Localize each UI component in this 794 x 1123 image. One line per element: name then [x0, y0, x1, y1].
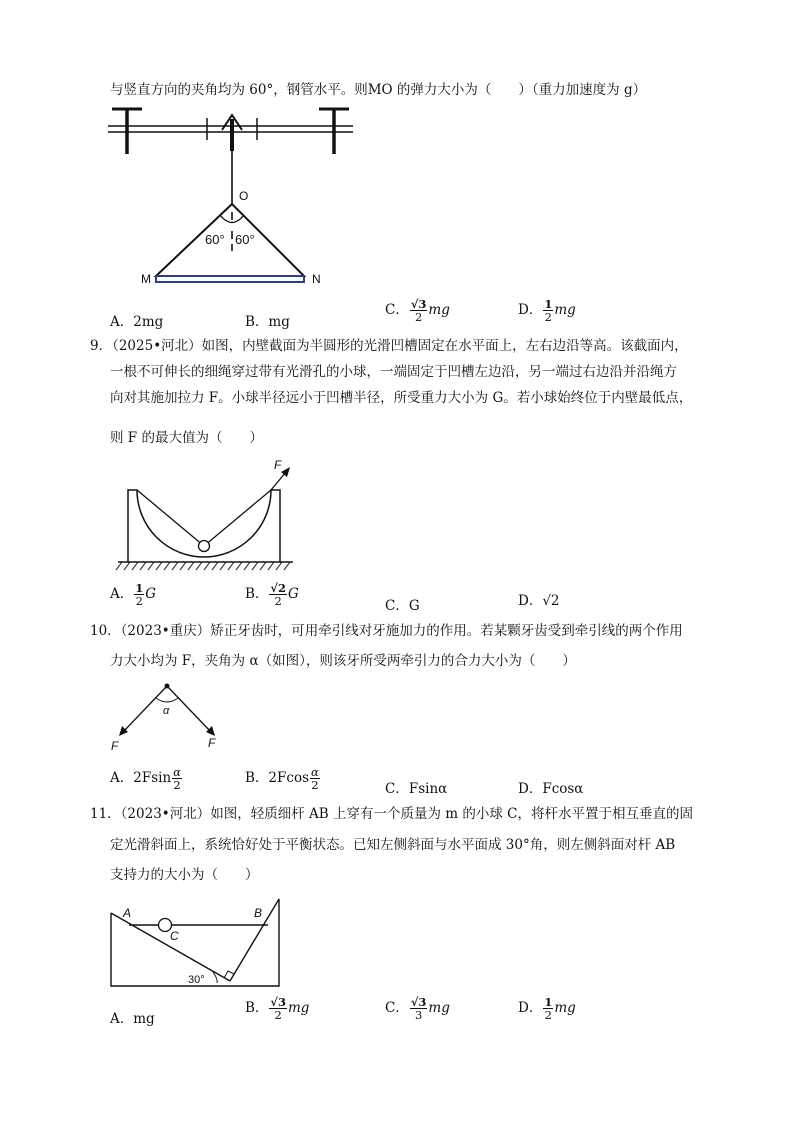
- label-f-right: F: [208, 736, 216, 750]
- q11-option-a[interactable]: A．mg: [110, 1011, 155, 1027]
- force-left: [123, 686, 167, 732]
- q11-option-d[interactable]: D． $\frac{1}{2}$ mg: [518, 995, 576, 1022]
- q9-stem-line-3: 向对其施加拉力 F。小球半径远小于凹槽半径，所受重力大小为 G。若小球始终位于内壁最低点，: [110, 390, 693, 406]
- rope-right: [204, 490, 271, 546]
- label-angle-right: 60°: [235, 232, 255, 247]
- q11-stem-line-1: 11．（2023•河北）如图，轻质细杆 AB 上穿有一个质量为 m 的小球 C，将杆水平置于相互垂直的固: [90, 806, 694, 822]
- label-n: N: [312, 272, 321, 286]
- rope-left: [137, 490, 204, 546]
- q9-figure: [110, 455, 300, 575]
- label-o: O: [239, 189, 249, 203]
- label-c: C: [170, 929, 179, 943]
- q8-stem-tail: 与竖直方向的夹角均为 60°，钢管水平。则MO 的弹力大小为（ ）（重力加速度为 g）: [110, 82, 647, 98]
- small-ball: [199, 541, 210, 552]
- label-f-left: F: [111, 739, 119, 753]
- q9-stem-line-4: 则 F 的最大值为（ ）: [110, 430, 263, 446]
- q10-stem-line-1: 10．（2023•重庆）矫正牙齿时，可用牵引线对牙施加力的作用。若某颗牙齿受到牵引线的两个作用: [90, 623, 683, 639]
- q8-option-b[interactable]: B．mg: [245, 314, 290, 330]
- q9-option-c[interactable]: C．G: [385, 598, 420, 614]
- q11-stem-line-2: 定光滑斜面上，系统恰好处于平衡状态。已知左侧斜面与水平面成 30°角，则左侧斜面对杆 AB: [110, 837, 676, 853]
- q8-figure: [108, 106, 368, 286]
- q10-option-d[interactable]: D．Fcosα: [518, 781, 584, 797]
- q10-stem-line-2: 力大小均为 F，夹角为 α（如图），则该牙所受两牵引力的合力大小为（ ）: [110, 653, 576, 669]
- q9-option-d[interactable]: D．√2: [518, 593, 560, 609]
- q10-option-b[interactable]: B．2Fcos $\frac{\alpha}{2}$: [245, 765, 319, 792]
- steel-tube-mn: [156, 276, 304, 282]
- q10-option-a[interactable]: A．2Fsin $\frac{\alpha}{2}$: [110, 765, 181, 792]
- q9-stem-line-2: 一根不可伸长的细绳穿过带有光滑孔的小球，一端固定于凹槽左边沿，另一端过右边沿并沿绳方: [110, 364, 677, 380]
- force-f-arrow: [271, 472, 286, 490]
- q11-option-c[interactable]: C． $\frac{√3}{3}$ mg: [385, 995, 450, 1022]
- label-b: B: [254, 906, 263, 920]
- q9-option-b[interactable]: B． $\frac{√2}{2}$ G: [245, 581, 299, 608]
- triangle-frame: [156, 204, 304, 276]
- label-a: A: [123, 906, 132, 920]
- q11-stem-line-3: 支持力的大小为（ ）: [110, 867, 259, 883]
- q9-option-a[interactable]: A． $\frac{1}{2}$ G: [110, 581, 157, 608]
- label-m: M: [141, 272, 151, 286]
- q8-option-d[interactable]: D． $\frac{1}{2}$ mg: [518, 297, 576, 324]
- label-alpha: α: [163, 705, 170, 717]
- force-right: [167, 686, 211, 732]
- q10-figure: [105, 680, 225, 755]
- q8-option-c[interactable]: C． $\frac{√3}{2}$ mg: [385, 297, 450, 324]
- q9-stem-line-1: 9．（2025•河北）如图，内壁截面为半圆形的光滑凹槽固定在水平面上，左右边沿等高。该截面内，: [90, 338, 688, 354]
- q11-option-b[interactable]: B． $\frac{√3}{2}$ mg: [245, 995, 310, 1022]
- label-angle-left: 60°: [205, 232, 225, 247]
- ground-hatch: [116, 562, 290, 570]
- q11-figure: [105, 895, 285, 990]
- label-f: F: [274, 458, 282, 472]
- q10-option-c[interactable]: C．Fsinα: [385, 781, 448, 797]
- q8-option-a[interactable]: A．2mg: [110, 314, 164, 330]
- label-angle-30: 30°: [188, 974, 205, 986]
- alpha-arc: [156, 698, 178, 702]
